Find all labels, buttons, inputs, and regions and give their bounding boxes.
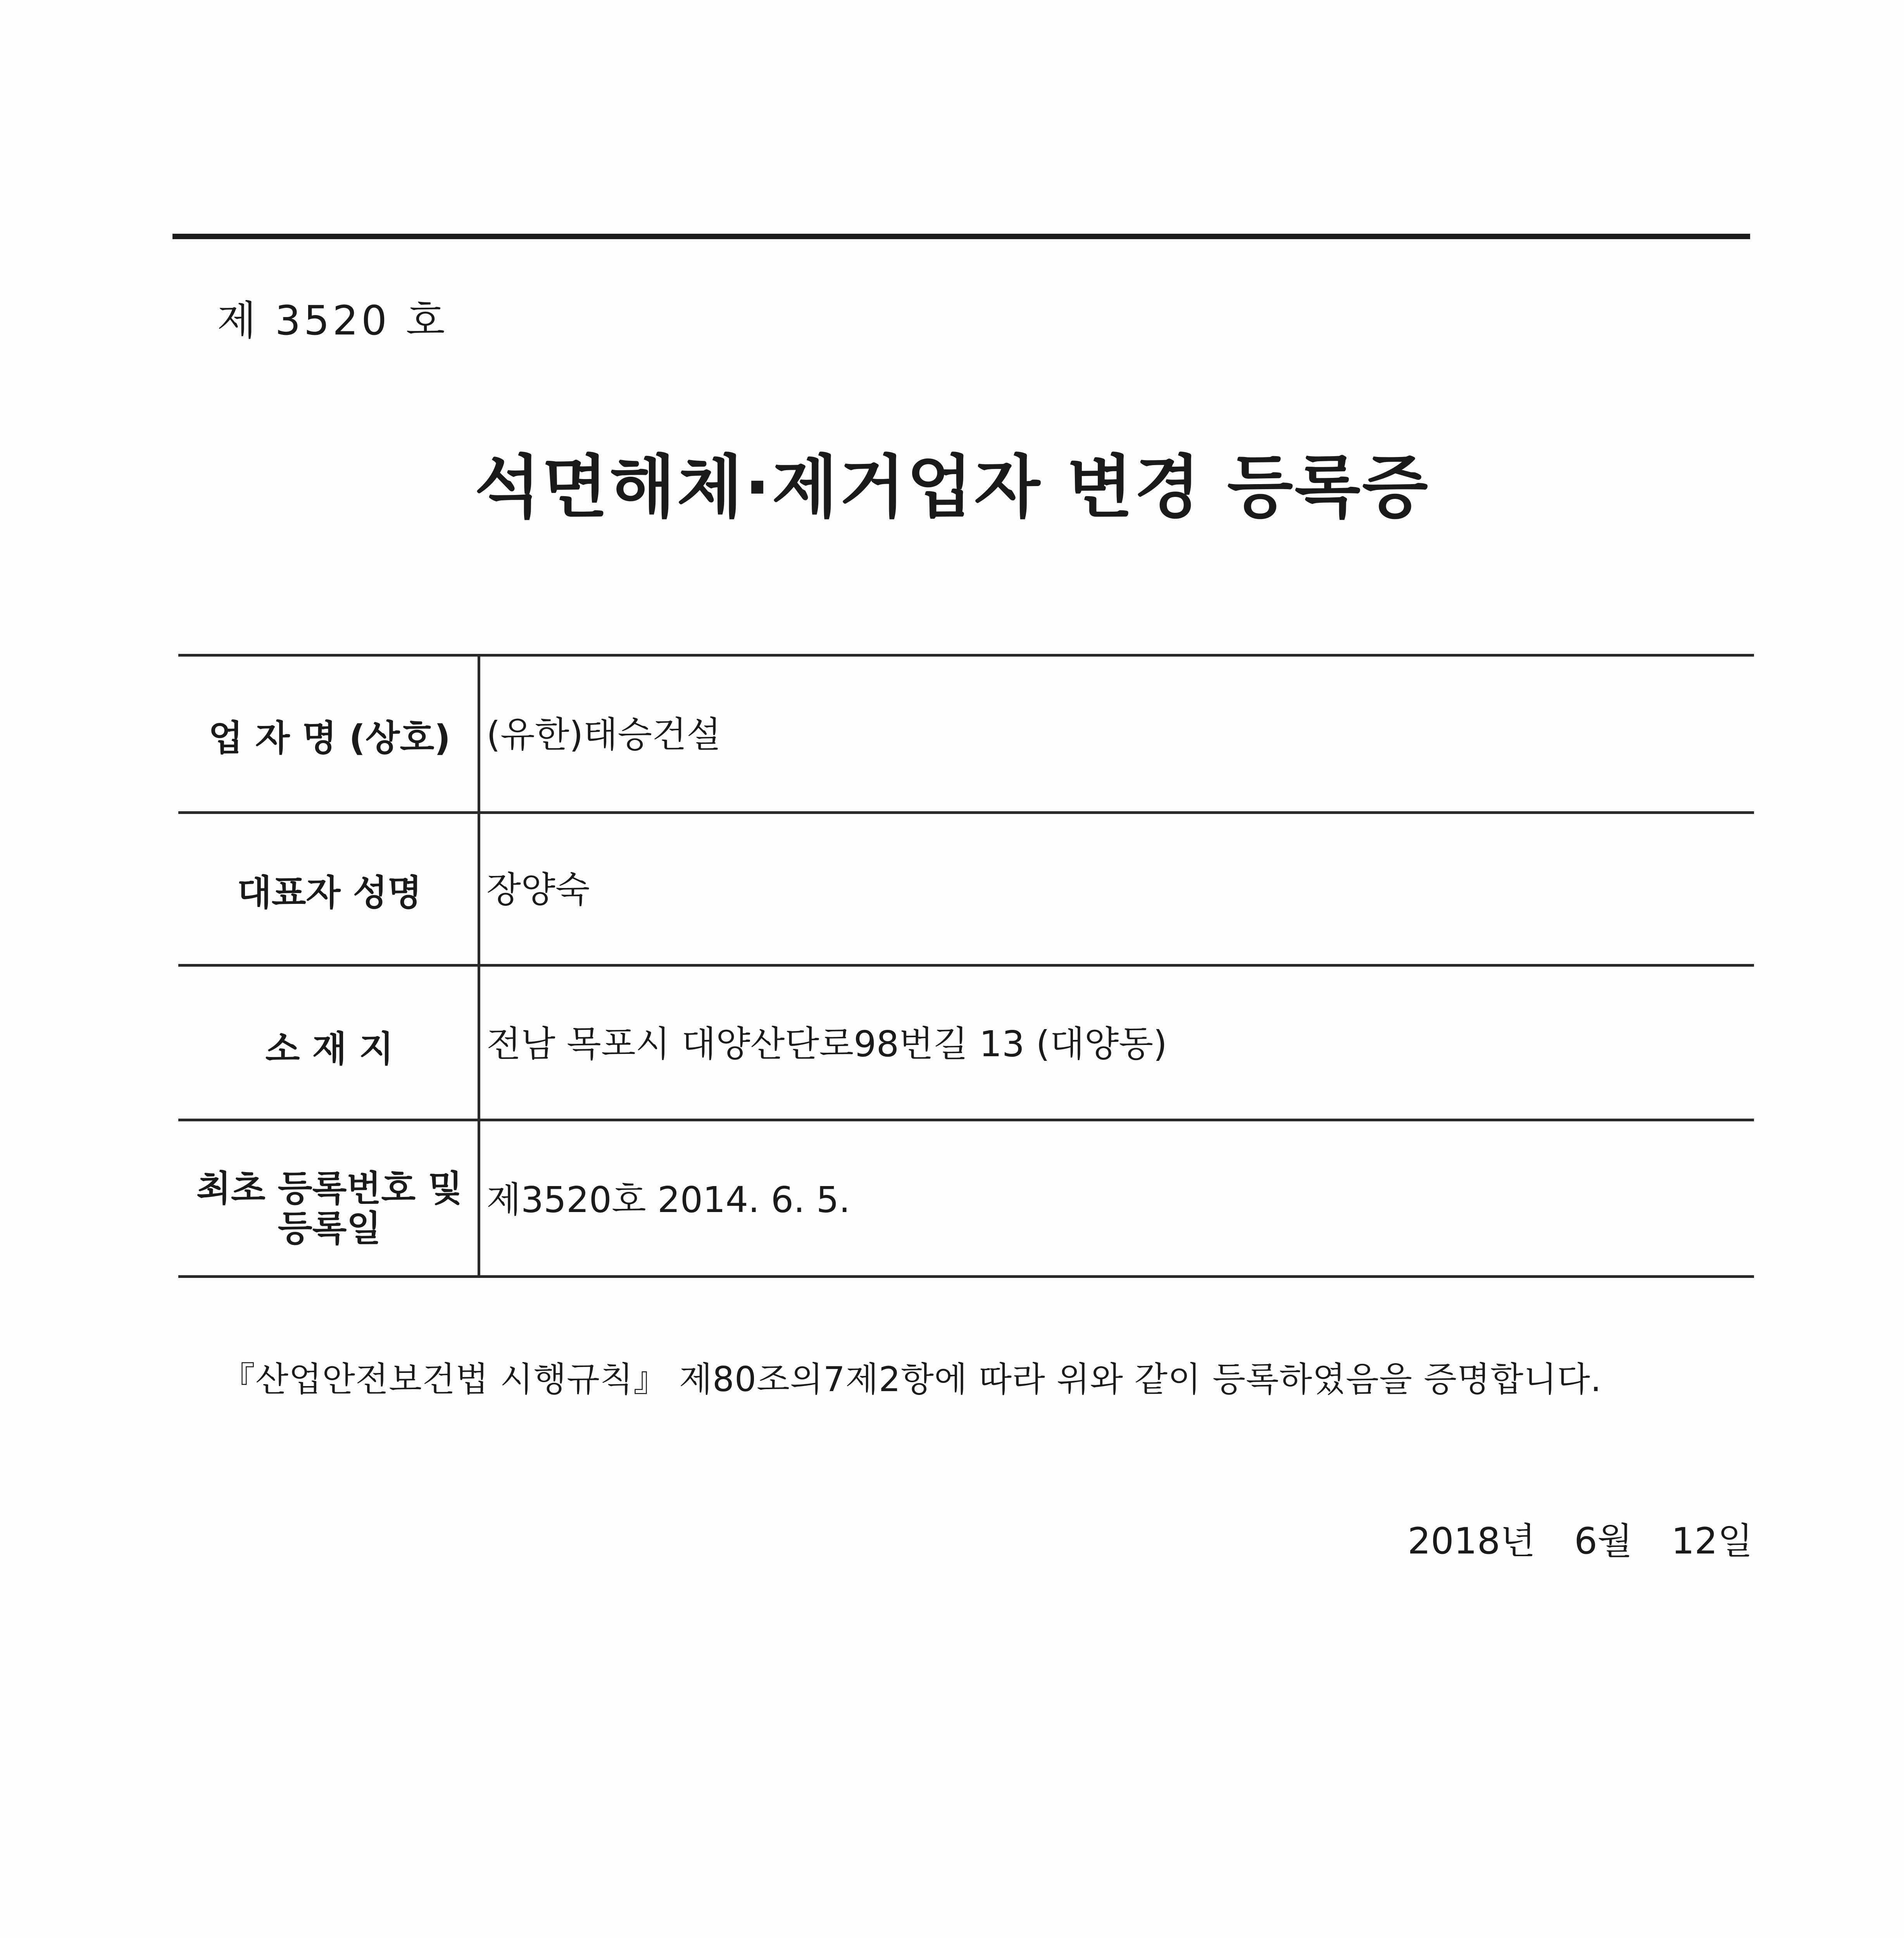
field-value-first-registration: 제3520호 2014. 6. 5. xyxy=(486,1179,850,1221)
field-value-address: 전남 목포시 대양산단로98번길 13 (대양동) xyxy=(486,1023,1167,1065)
field-label-representative: 대표자 성명 xyxy=(237,872,422,914)
field-label-first-registration: 최초 등록번호 및 등록일 xyxy=(196,1168,463,1250)
table-border-top xyxy=(178,654,1754,657)
top-rule xyxy=(172,234,1750,239)
field-label-address: 소 재 지 xyxy=(265,1028,394,1070)
document-title: 석면해체·제거업자 변경 등록증 xyxy=(474,448,1430,527)
table-border-bottom xyxy=(178,1275,1754,1278)
legal-statement: 『산업안전보건법 시행규칙』 제80조의7제2항에 따라 위와 같이 등록하였음을 증명합니다. xyxy=(221,1359,1602,1399)
certificate-number: 제 3520 호 xyxy=(217,297,448,344)
field-value-representative: 장양숙 xyxy=(486,869,590,910)
field-value-company: (유한)태승건설 xyxy=(486,714,721,755)
field-label-company: 업 자 명 (상호) xyxy=(208,717,451,759)
table-divider-3 xyxy=(178,1119,1754,1121)
issue-date: 2018년 6월 12일 xyxy=(1407,1520,1753,1562)
table-divider-1 xyxy=(178,811,1754,814)
table-divider-2 xyxy=(178,964,1754,967)
